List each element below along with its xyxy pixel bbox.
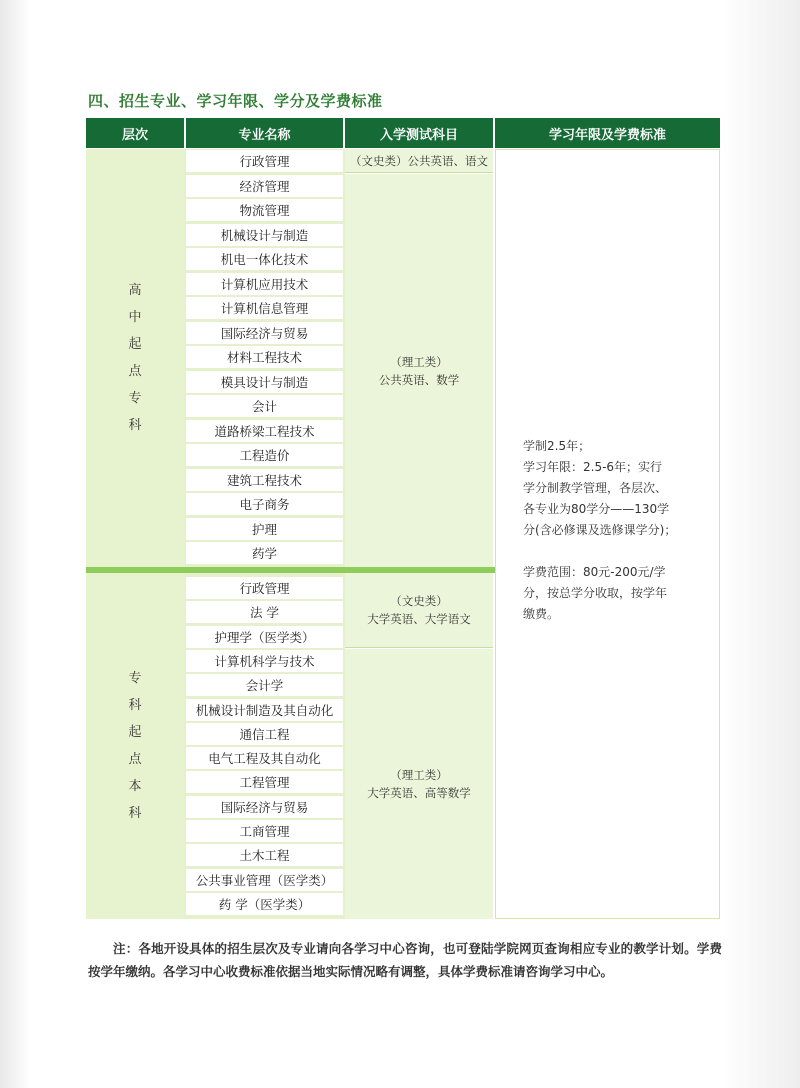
tuition-text [523,436,703,625]
level-char: 点 [128,752,142,767]
tuition-line: 学习年限：2.5-6年；实行 [523,460,663,474]
level-char: 专 [128,671,142,686]
subject-category: （理工类） [390,768,448,782]
major-cell: 计算机应用技术 [186,273,343,295]
level-char: 科 [128,418,142,433]
major-cell: 会计学 [186,674,343,696]
major-cell: 国际经济与贸易 [186,796,343,818]
subject-text: 大学英语、高等数学 [367,786,471,800]
level-char: 科 [128,806,142,821]
header-subjects: 入学测试科目 [345,118,493,148]
major-cell: 护理 [186,518,343,540]
major-cell: 计算机科学与技术 [186,650,343,672]
subject-category: （文史类） [390,594,448,608]
level-label [128,665,141,827]
subject-text: 大学英语、大学语文 [367,612,471,626]
major-cell: 计算机信息管理 [186,297,343,319]
major-cell: 道路桥梁工程技术 [186,420,343,442]
major-cell: 机械设计制造及其自动化 [186,699,343,721]
tuition-line: 分，按总学分收取，按学年 [523,586,668,600]
level-char: 起 [128,337,142,352]
header-level: 层次 [86,118,184,148]
major-cell: 会计 [186,395,343,417]
major-cell: 行政管理 [186,577,343,599]
major-cell: 行政管理 [186,150,343,172]
major-cell: 法 学 [186,601,343,623]
major-cell: 通信工程 [186,723,343,745]
major-cell: 电气工程及其自动化 [186,747,343,769]
major-cell: 护理学（医学类） [186,626,343,648]
tuition-line: 学制2.5年； [523,439,591,453]
header-tuition: 学习年限及学费标准 [495,118,720,148]
level-cell-college-to-bachelor [86,573,184,919]
major-cell: 机电一体化技术 [186,248,343,270]
level-char: 专 [128,391,142,406]
major-cell: 国际经济与贸易 [186,322,343,344]
level-char: 高 [128,283,142,298]
section-title: 四、招生专业、学习年限、学分及学费标准 [88,92,383,110]
major-cell: 电子商务 [186,493,343,515]
major-cell: 经济管理 [186,175,343,197]
tuition-line: 缴费。 [523,607,560,621]
tuition-line: 分(含必修课及选修课学分)； [523,523,677,537]
header-major: 专业名称 [186,118,343,148]
tuition-line [523,541,703,562]
level-label [128,277,141,439]
major-cell: 材料工程技术 [186,346,343,368]
group-divider [86,567,495,573]
major-cell: 药学 [186,542,343,564]
level-cell-high-school-to-college [86,149,184,567]
subject-cell-science [345,649,493,919]
level-char: 点 [128,364,142,379]
major-cell: 物流管理 [186,199,343,221]
subject-category: （理工类） [390,354,448,369]
major-cell: 药 学（医学类） [186,893,343,915]
level-char: 本 [128,779,142,794]
major-cell: 土木工程 [186,844,343,866]
tuition-line: 各专业为80学分——130学 [523,502,670,516]
major-cell: 建筑工程技术 [186,469,343,491]
subject-text: 公共英语、数学 [378,372,460,387]
subject-cell-science [345,174,493,567]
major-cell: 工商管理 [186,820,343,842]
major-cell: 工程造价 [186,444,343,466]
tuition-line: 学分制教学管理，各层次、 [523,481,668,495]
subject-cell-liberal-arts [345,573,493,648]
level-char: 起 [128,725,142,740]
major-cell: 公共事业管理（医学类） [186,869,343,891]
page-shadow-right [720,0,800,1088]
level-char: 中 [128,310,142,325]
major-cell: 模具设计与制造 [186,371,343,393]
major-cell: 工程管理 [186,771,343,793]
major-cell: 机械设计与制造 [186,224,343,246]
footnote: 注：各地开设具体的招生层次及专业请向各学习中心咨询，也可登陆学院网页查询相应专业的教学计划。学费按学年缴纳。各学习中心收费标准依据当地实际情况略有调整，具体学费标准请咨询学习中心。 [88,941,722,979]
tuition-line: 学费范围：80元-200元/学 [523,565,666,579]
subject-text: （文史类）公共英语、语文 [350,153,488,168]
subject-cell-liberal-arts [345,149,493,173]
page-shadow-left [0,0,30,1088]
level-char: 科 [128,698,142,713]
